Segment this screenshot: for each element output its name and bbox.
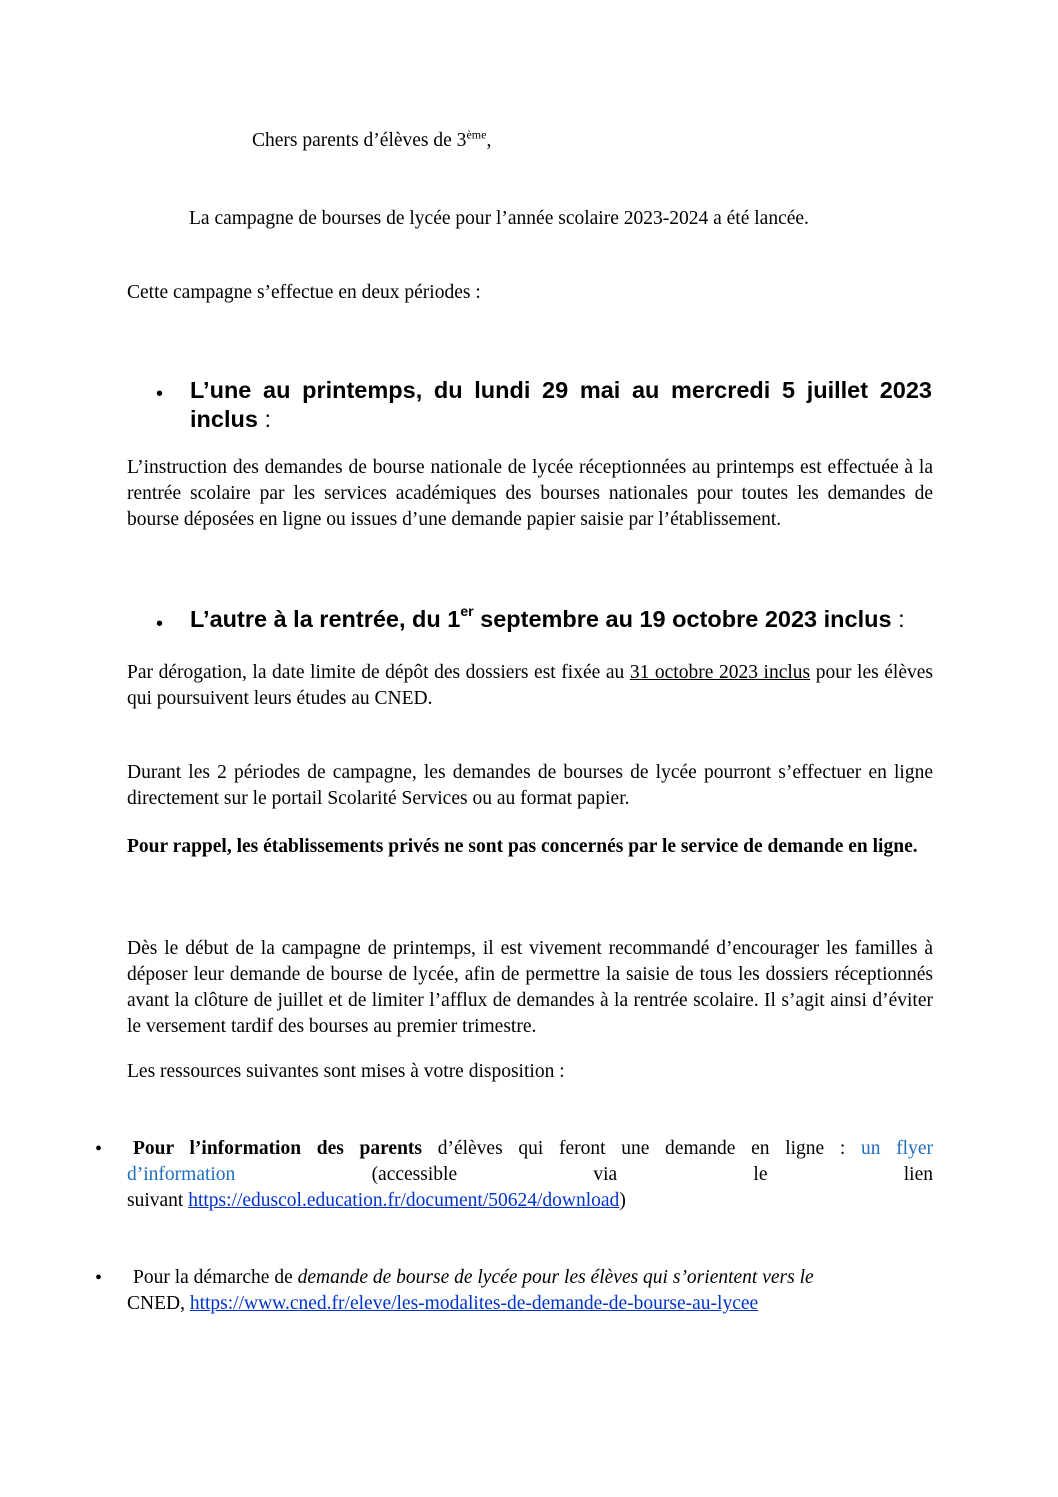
period2-heading: L’autre à la rentrée, du 1er septembre au 19 octobre 2023 inclus : (190, 603, 905, 632)
flyer-link[interactable]: un flyer (861, 1138, 933, 1159)
eduscol-link[interactable]: https://eduscol.education.fr/document/50624/download (188, 1190, 620, 1211)
cned-link[interactable]: https://www.cned.fr/eleve/les-modalites-de-demande-de-bourse-au-lycee (189, 1293, 759, 1314)
greeting: Chers parents d’élèves de 3ème, (252, 127, 492, 151)
periods-intro: Cette campagne s’effectue en deux périodes : (127, 282, 481, 303)
period2-body: Par dérogation, la date limite de dépôt des dossiers est fixée au 31 octobre 2023 inclus pour les élèves qui poursuivent leurs études au CNED. (127, 662, 933, 709)
reminder-paragraph: Pour rappel, les établissements privés ne sont pas concernés par le service de demande en ligne. (127, 836, 918, 857)
resources-intro: Les ressources suivantes sont mises à votre disposition : (127, 1061, 565, 1082)
period1-body: L’instruction des demandes de bourse nationale de lycée réceptionnées au printemps est effectuée à la rentrée scolaire par les services académiques des bourses nationales pour toutes les demandes de bourse déposées en ligne ou issues d’une demande papier saisie par l’établissement. (127, 457, 933, 530)
resource1-item: Pour l’information des parents d’élèves qui feront une demande en ligne : un flyer d’information (accessible via le lien suivant https://eduscol.education.fr/document/50624/download) (127, 1138, 933, 1211)
period1-heading: L’une au printemps, du lundi 29 mai au mercredi 5 juillet 2023 inclus : (190, 377, 932, 432)
greeting-superscript: ème (466, 127, 487, 142)
flyer-link[interactable]: d’information (127, 1164, 236, 1185)
deadline-date: 31 octobre 2023 inclus (629, 662, 811, 683)
intro-paragraph: La campagne de bourses de lycée pour l’année scolaire 2023-2024 a été lancée. (189, 208, 809, 229)
both-periods-paragraph: Durant les 2 périodes de campagne, les demandes de bourses de lycée pourront s’effectuer en ligne directement sur le portail Scolarité Services ou au format papier. (127, 762, 933, 809)
bullet-icon: • (95, 1138, 103, 1160)
encouragement-paragraph: Dès le début de la campagne de printemps, il est vivement recommandé d’encourager les familles à déposer leur demande de bourse de lycée, afin de permettre la saisie de tous les dossiers réceptionnés avant la clôture de juillet et de limiter l’afflux de demandes à la rentrée scolaire. Il s’agit ainsi d’éviter le versement tardif des bourses au premier trimestre. (127, 938, 933, 1037)
bullet-icon: • (95, 1267, 103, 1289)
bullet-icon: • (156, 383, 164, 405)
resource2-item: Pour la démarche de demande de bourse de lycée pour les élèves qui s’orientent vers le CNED, https://www.cned.fr/eleve/les-modalites-de-demande-de-bourse-au-lycee (127, 1267, 814, 1314)
bullet-icon: • (156, 613, 164, 635)
